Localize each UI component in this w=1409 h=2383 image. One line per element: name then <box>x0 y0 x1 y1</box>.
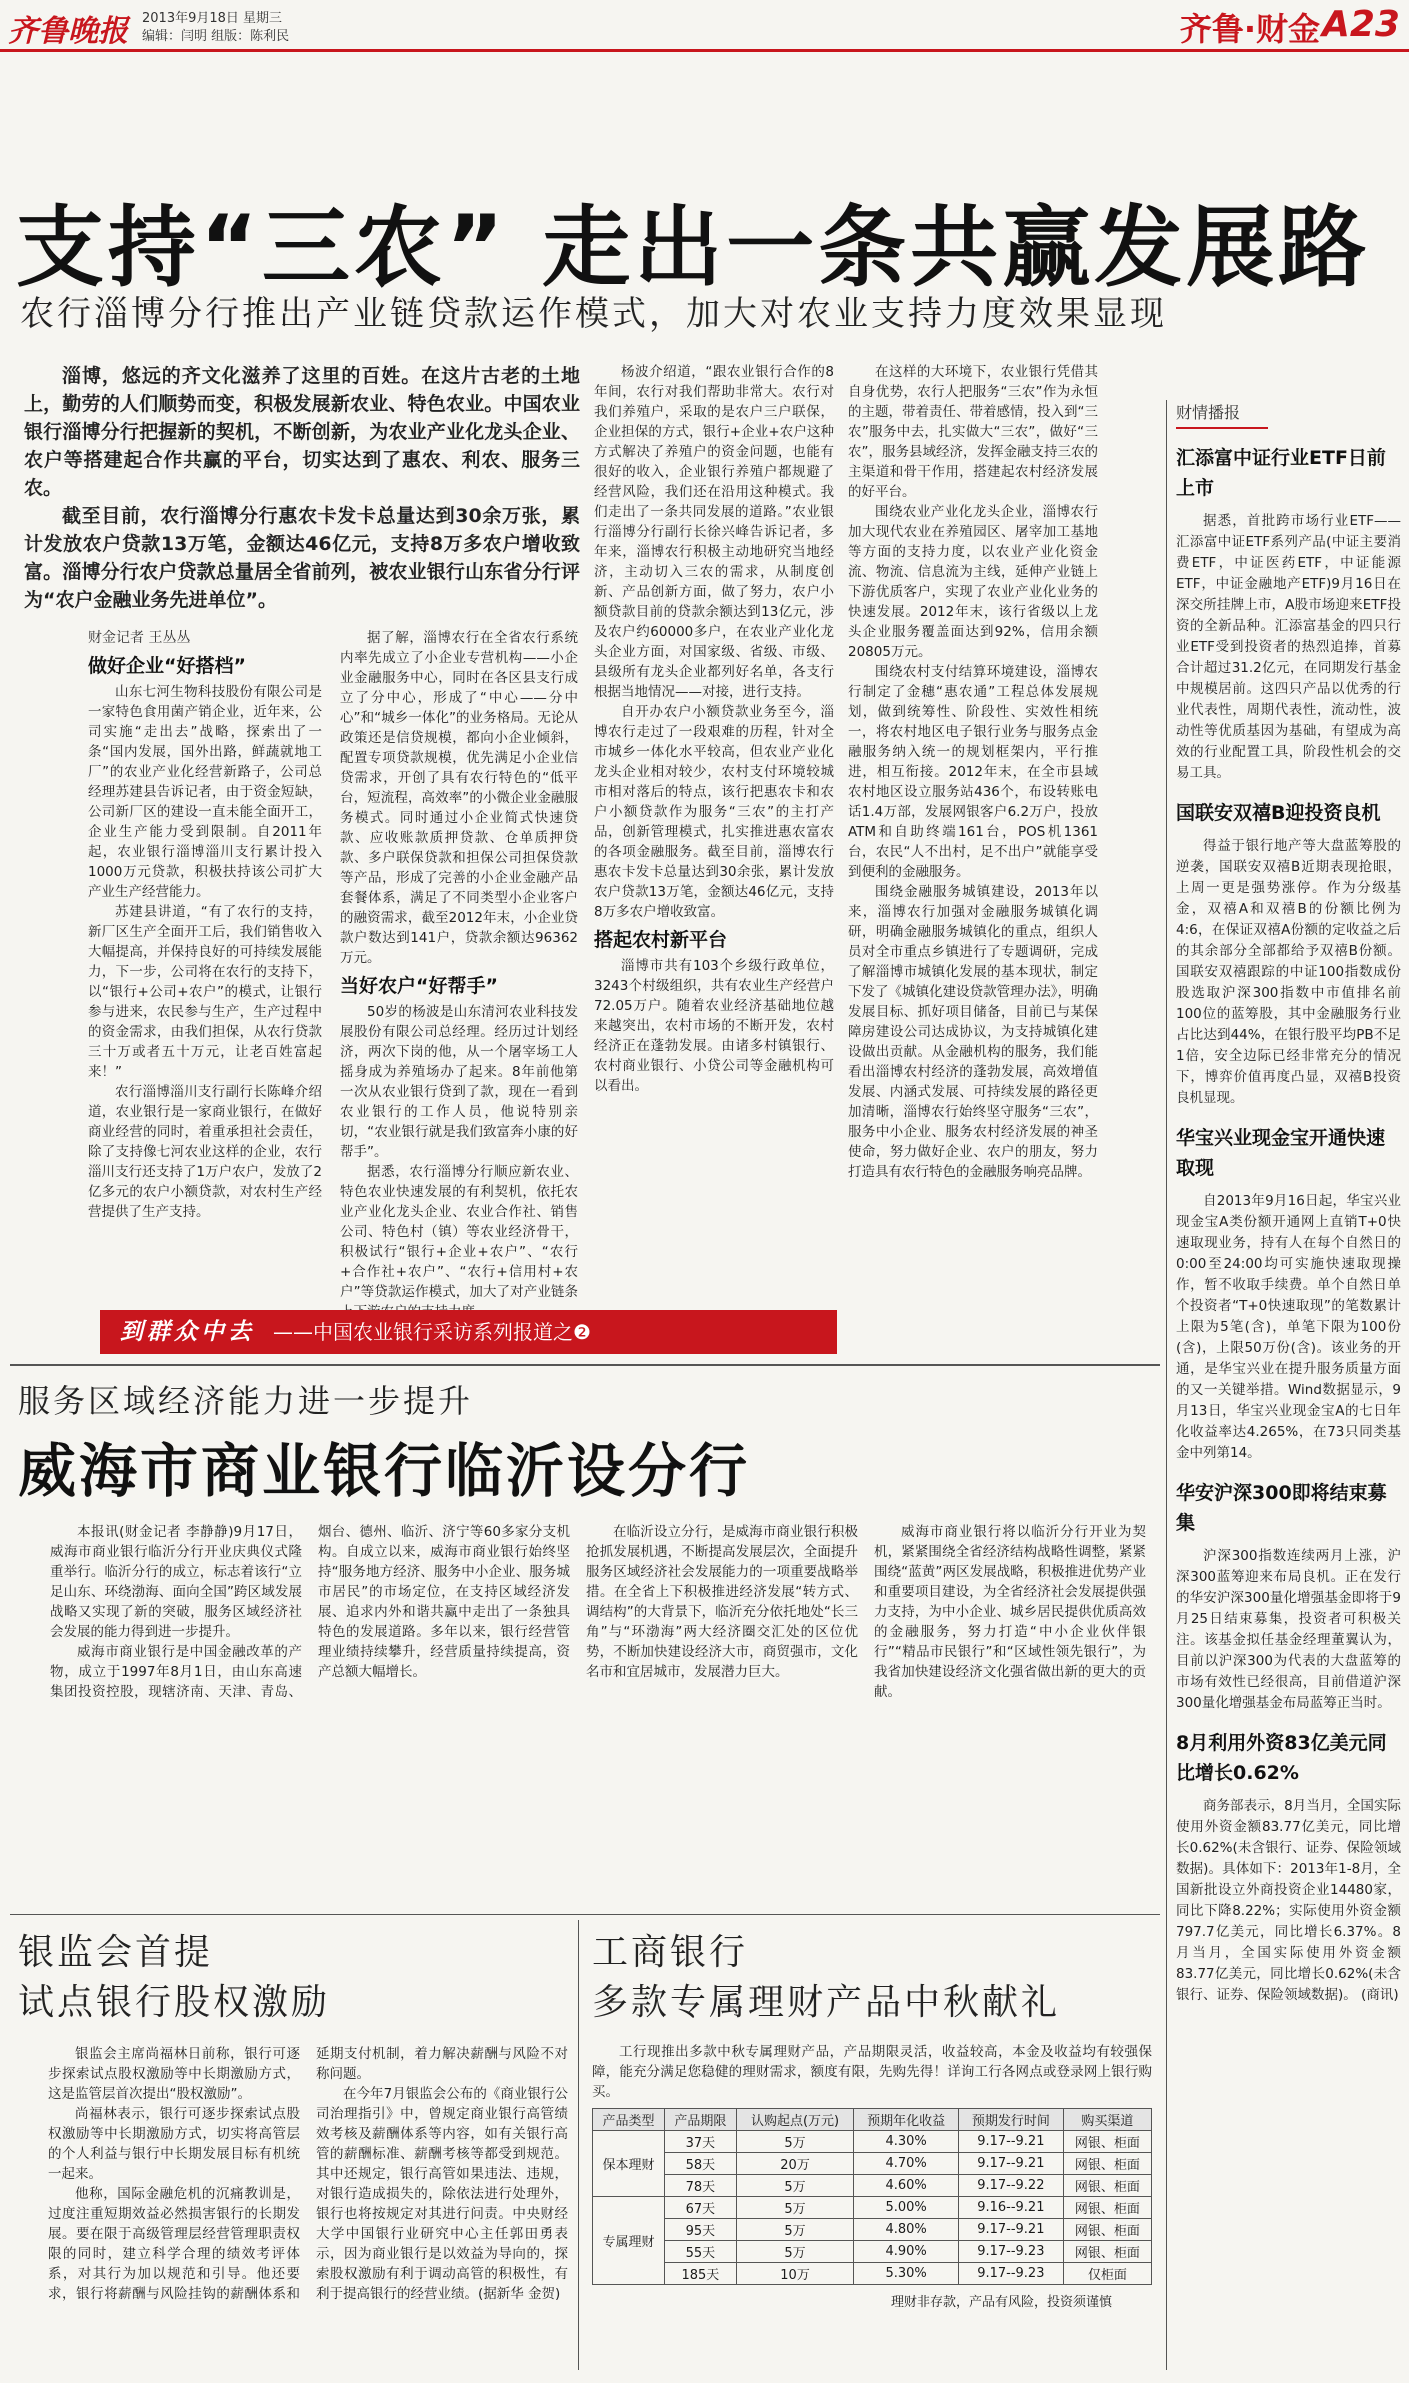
sidebar-divider <box>1166 400 1167 2370</box>
col1-p1: 山东七河生物科技股份有限公司是一家特色食用菌产销企业，近年来，公司实施“走出去”战略，探索出了一条“国内发展，国外出路，鲜蔬就地工厂”的农业产业化经营新路子，公司总经理苏建县告诉记者，由于资金短缺，公司新厂区的建设一直未能全面开工，企业生产能力受到限制。自2011年起，农业银行淄博淄川支行累计投入1000万元贷款，积极扶持该公司扩大产业生产经营能力。 <box>88 684 322 900</box>
table-cell-min: 5万 <box>736 2175 853 2197</box>
sidebar-item-title: 华安沪深300即将结束募集 <box>1176 1482 1387 1534</box>
main-headline: 支持“三农” 走出一条共赢发展路 <box>16 196 1371 299</box>
table-header-row <box>593 2109 1152 2131</box>
col-header: 预期发行时间 <box>958 2109 1063 2131</box>
cbrc-p1: 银监会主席尚福林日前称，银行可逐步探索试点股权激励等中长期激励方式，这是监管层首次提出“股权激励”。 <box>48 2046 300 2102</box>
cbrc-p4: 在今年7月银监会公布的《商业银行公司治理指引》中，曾规定商业银行高管绩效考核及薪酬体系等内容，如有关银行高管的薪酬标准、薪酬考核等都受到规范。其中还规定，银行高管如果违法、违规，对银行造成损失的，除依法进行处理外，银行也将按规定对其进行问责。中央财经大学中国银行业研究中心主任郭田勇表示，因为商业银行是以效益为导向的，探索股权激励有利于调动高管的积极性，有利于提高银行的经营业绩。(据新华 金贺) <box>316 2086 568 2302</box>
sidebar-item-body: 自2013年9月16日起，华宝兴业现金宝A类份额开通网上直销T+0快速取现业务，持有人在每个自然日的0:00至24:00均可实施快速取现操作，暂不收取手续费。单个自然日单个投资者“T+0快速取现”的笔数累计上限为5笔(含)，单笔下限为100份(含)，上限50万份(含)。该业务的开通，是华宝兴业在提升服务质量方面的又一关键举措。Wind数据显示，9月13日，华宝兴业现金宝A的七日年化收益率达4.265%，在73只同类基金中列第14。 <box>1176 1193 1401 1461</box>
table-cell-yield: 5.00% <box>854 2197 959 2219</box>
table-row <box>593 2153 1152 2175</box>
table-cell-term: 95天 <box>664 2219 736 2241</box>
main-subheadline: 农行淄博分行推出产业链贷款运作模式，加大对农业支持力度效果显现 <box>20 294 1167 334</box>
banner-title: 到群众中去 <box>120 1318 255 1345</box>
icbc-h1: 工商银行 <box>592 1932 749 1973</box>
table-cell-min: 10万 <box>736 2263 853 2285</box>
divider-line <box>10 1364 1160 1366</box>
lead-paragraph <box>24 362 580 611</box>
col-header: 产品类型 <box>593 2109 665 2131</box>
table-cell-term: 67天 <box>664 2197 736 2219</box>
cbrc-p2: 尚福林表示，银行可逐步探索试点股权激励等中长期激励方式，切实将高管层的个人利益与银行中长期发展目标有机统一起来。 <box>48 2106 300 2182</box>
article-col-3 <box>594 362 834 1298</box>
icbc-h2: 多款专属理财产品中秋献礼 <box>592 1982 1061 2023</box>
table-cell-channel: 网银、柜面 <box>1063 2175 1151 2197</box>
table-row <box>593 2263 1152 2285</box>
issue-date: 2013年9月18日 星期三 <box>142 11 283 26</box>
table-cell-term: 58天 <box>664 2153 736 2175</box>
section-heading-1: 做好企业“好搭档” <box>88 655 246 677</box>
table-cell-channel: 网银、柜面 <box>1063 2131 1151 2153</box>
page-number: A23 <box>1322 4 1400 45</box>
col-header: 产品期限 <box>664 2109 736 2131</box>
sidebar-item-body: 沪深300指数连续两月上涨，沪深300蓝筹迎来布局良机。正在发行的华安沪深300量化增强基金即将于9月25日结束募集，投资者可积极关注。该基金拟任基金经理董翼认为，目前以沪深300为代表的大盘蓝筹的市场有效性已经很高，目前借道沪深300量化增强基金布局蓝筹正当时。 <box>1176 1548 1401 1711</box>
article-col-4 <box>848 362 1098 1342</box>
editor-line: 编辑：闫明 组版：陈利民 <box>142 29 290 44</box>
cbrc-h1: 银监会首提 <box>18 1932 214 1973</box>
section-heading-2: 当好农户“好帮手” <box>340 975 498 997</box>
lead-p2: 截至目前，农行淄博分行惠农卡发卡总量达到30余万张，累计发放农户贷款13万笔，金额达46亿元，支持8万多农户增收致富。淄博分行农户贷款总量居全省前列，被农业银行山东省分行评为“农户金融业务先进单位”。 <box>24 505 580 611</box>
sidebar-news-brief <box>1176 400 1401 2370</box>
banner-subtitle: ——中国农业银行采访系列报道之❷ <box>273 1320 591 1344</box>
sidebar-item-title: 汇添富中证行业ETF日前上市 <box>1176 447 1386 499</box>
col-header: 预期年化收益 <box>854 2109 959 2131</box>
weihai-p4: 威海市商业银行将以临沂分行开业为契机，紧紧围绕全省经济结构战略性调整，紧紧围绕“蓝黄”两区发展战略，积极推进优势产业和重要项目建设，为全省经济社会发展提供强力支持，为中小企业、城乡居民提供优质高效的金融服务，努力打造“中小企业伙伴银行”“精品市民银行”和“区域性领先银行”，为我省加快建设经济文化强省做出新的更大的贡献。 <box>874 1524 1146 1700</box>
issue-meta <box>142 10 482 48</box>
table-row <box>593 2241 1152 2263</box>
icbc-product-table <box>592 2108 1152 2285</box>
table-cell-yield: 5.30% <box>854 2263 959 2285</box>
cbrc-h2: 试点银行股权激励 <box>18 1982 331 2023</box>
table-cell-channel: 网银、柜面 <box>1063 2219 1151 2241</box>
byline: 财金记者 王丛丛 <box>88 630 191 646</box>
col1-p3: 农行淄博淄川支行副行长陈峰介绍道，农业银行是一家商业银行，在做好商业经营的同时，着重承担社会责任，除了支持像七河农业这样的企业，农行淄川支行还支持了1万户农户，发放了2亿多元的农户小额贷款，对农村生产经营提供了生产支持。 <box>88 1084 322 1220</box>
weihai-p2: 威海市商业银行是中国金融改革的产物，成立于1997年8月1日，由山东高速集团投资控股，现辖济南、天津、青岛、烟台、德州、临沂、济宁等60多家分支机构。自成立以来，威海市商业银行始终坚持“服务地方经济、服务中小企业、服务城市居民”的市场定位，在支持区域经济发展、追求内外和谐共赢中走出了一条独具特色的发展道路。多年以来，银行经营管理业绩持续攀升，经营质量持续提高，资产总额大幅增长。 <box>50 1524 570 1700</box>
col4-p2: 围绕农业产业化龙头企业，淄博农行加大现代农业在养殖园区、屠宰加工基地等方面的支持力度，以农业产业化资金流、物流、信息流为主线，延伸产业链上下游优质客户，实现了农业产业化业务的快速发展。2012年末，该行省级以上龙头企业服务覆盖面达到92%，信用余额20805万元。 <box>848 504 1098 660</box>
table-row <box>593 2197 1152 2219</box>
table-cell-term: 78天 <box>664 2175 736 2197</box>
table-cell-date: 9.17--9.23 <box>958 2241 1063 2263</box>
table-cell-term: 185天 <box>664 2263 736 2285</box>
col1-p2: 苏建县讲道，“有了农行的支持，新厂区生产全面开工后，我们销售收入大幅提高，并保持良好的可持续发展能力，下一步，公司将在农行的支持下，以“银行+公司+农户”的模式，让银行参与进来，农民参与生产，生产过程中的资金需求，由我们担保，从农行贷款三十万或者五十万元，让老百姓富起来！” <box>88 904 322 1080</box>
table-cell-term: 37天 <box>664 2131 736 2153</box>
section-name: 齐鲁·财金 <box>1179 10 1320 48</box>
table-cell-date: 9.17--9.23 <box>958 2263 1063 2285</box>
col4-p4: 围绕金融服务城镇建设，2013年以来，淄博农行加强对金融服务城镇化调研，明确金融服务城镇化的重点，组织人员对全市重点乡镇进行了专题调研，完成了解淄博市城镇化发展的基本现状，制定下发了《城镇化建设贷款管理办法》，明确发展目标、抓好项目储备，目前已与某保障房建设公司达成协议，为支持城镇化建设做出贡献。从金融机构的服务，我们能看出淄博农村经济的蓬勃发展，高效增值发展、内涵式发展、可持续发展的路径更加清晰，淄博农行始终坚守服务“三农”，服务中小企业、服务农村经济发展的神圣使命，努力做好企业、农户的朋友，努力打造具有农行特色的金融服务响亮品牌。 <box>848 884 1098 1180</box>
product-type-cell: 保本理财 <box>593 2131 665 2197</box>
sidebar-item-body: 得益于银行地产等大盘蓝筹股的逆袭，国联安双禧B近期表现抢眼，上周一更是强势涨停。作为分级基金，双禧A和双禧B的份额比例为4:6，在保证双禧A份额的定收益之后的其余部分全部都给予双禧B份额。国联安双禧跟踪的中证100指数成份股选取沪深300指数中市值排名前100位的蓝筹股，其中金融服务行业占比达到44%，在银行股平均PB不足1倍，安全边际已经非常充分的情况下，博弈价值再度凸显，双禧B投资良机显现。 <box>1176 838 1401 1106</box>
table-cell-channel: 网银、柜面 <box>1063 2241 1151 2263</box>
table-row <box>593 2131 1152 2153</box>
weihai-headline: 威海市商业银行临沂设分行 <box>18 1437 751 1505</box>
table-cell-yield: 4.70% <box>854 2153 959 2175</box>
sidebar-item-title: 国联安双禧B迎投资良机 <box>1176 802 1381 824</box>
article-col-1 <box>88 628 322 1298</box>
col4-p3: 围绕农村支付结算环境建设，淄博农行制定了金穗“惠农通”工程总体发展规划，做到统筹性、阶段性、实效性相统一，将农村地区电子银行业务与服务点金融服务纳入统一的规划框架内，平行推进，相互衔接。2012年末，在全市县域农村地区设立服务站436个，布设转账电话1.4万部，发展网银客户6.2万户，投放ATM和自助终端161台，POS机1361台，农民“人不出村，足不出户”就能享受到便利的金融服务。 <box>848 664 1098 880</box>
weihai-kicker: 服务区域经济能力进一步提升 <box>18 1382 474 1420</box>
sidebar-item-title: 华宝兴业现金宝开通快速取现 <box>1176 1127 1386 1179</box>
section-heading-3: 搭起农村新平台 <box>594 929 728 951</box>
weihai-p1: 本报讯(财金记者 李静静)9月17日，威海市商业银行临沂分行开业庆典仪式隆重举行。临沂分行的成立，标志着该行“立足山东、环绕渤海、面向全国”跨区域发展战略又实现了新的突破，服务区域经济社会发展的能力得到进一步提升。 <box>50 1524 302 1640</box>
icbc-intro <box>592 2042 1152 2104</box>
series-banner <box>100 1310 837 1354</box>
table-cell-min: 5万 <box>736 2241 853 2263</box>
table-cell-yield: 4.30% <box>854 2131 959 2153</box>
table-cell-date: 9.17--9.21 <box>958 2131 1063 2153</box>
table-row <box>593 2219 1152 2241</box>
sidebar-label: 财情播报 <box>1176 400 1268 429</box>
table-cell-yield: 4.60% <box>854 2175 959 2197</box>
col3-p1: 杨波介绍道，“跟农业银行合作的8年间，农行对我们帮助非常大。农行对我们养殖户，采取的是农户三户联保，企业担保的方式，银行+企业+农户这种方式解决了养殖户的资金问题，也能有很好的收入，企业银行养殖户都规避了经营风险，我们还在沿用这种模式。我们走出了一条共同发展的道路。”农业银行淄博分行副行长徐兴峰告诉记者，多年来，淄博农行积极主动地研究当地经济，主动切入三农的需求，从制度创新、产品创新方面，做了努力，农户小额贷款目前的贷款余额达到13亿元，涉及农户约60000多户，在农业产业化龙头企业方面，对国家级、省级、市级、县级所有龙头企业都列好名单，各支行根据当地情况——对接，进行支持。 <box>594 364 834 700</box>
weihai-body-right <box>586 1522 1146 1892</box>
table-cell-yield: 4.90% <box>854 2241 959 2263</box>
table-cell-date: 9.17--9.21 <box>958 2219 1063 2241</box>
col2-p1: 据了解，淄博农行在全省农行系统内率先成立了小企业专营机构——小企业金融服务中心，同时在各区县支行成立了分中心，形成了“中心——分中心”和“城乡一体化”的业务格局。无论从政策还是信贷规模，都向小企业倾斜，配置专项贷款规模，优先满足小企业信贷需求，开创了具有农行特色的“低平台，短流程，高效率”的小微企业金融服务模式。同时通过小企业简式快速贷款、应收账款质押贷款、仓单质押贷款、多户联保贷款和担保公司担保贷款等产品，形成了完善的小企业金融产品套餐体系，满足了不同类型小企业客户的融资需求，截至2012年末，小企业贷款户数达到141户，贷款余额达96362万元。 <box>340 630 578 966</box>
sidebar-item-title: 8月利用外资83亿美元同比增长0.62% <box>1176 1732 1387 1784</box>
table-cell-min: 5万 <box>736 2219 853 2241</box>
risk-footnote: 理财非存款，产品有风险，投资须谨慎 <box>890 2295 1112 2310</box>
weihai-body-left <box>50 1522 570 1892</box>
sidebar-item-body: 据悉，首批跨市场行业ETF——汇添富中证ETF系列产品(中证主要消费ETF，中证医药ETF，中证能源ETF，中证金融地产ETF)9月16日在深交所挂牌上市，A股市场迎来ETF投资的全新品种。汇添富基金的四只行业ETF受到投资者的热烈追捧，首募合计超过31.2亿元，在同期发行基金中规模居前。这四只产品以优秀的行业代表性，周期代表性，流动性，波动性等优质基因为基础，有望成为高效的行业配置工具，阶段性机会的交易工具。 <box>1176 513 1401 781</box>
divider-line-2 <box>10 1914 1160 1915</box>
icbc-intro-text: 工行现推出多款中秋专属理财产品，产品期限灵活，收益较高，本金及收益均有较强保障，能充分满足您稳健的理财需求，额度有限，先购先得！详询工行各网点或登录网上银行购买。 <box>592 2044 1152 2100</box>
table-cell-yield: 4.80% <box>854 2219 959 2241</box>
icbc-product-table-wrap <box>592 2108 1152 2348</box>
table-cell-channel: 网银、柜面 <box>1063 2153 1151 2175</box>
cbrc-headline <box>18 1928 558 2036</box>
col3-p3: 淄博市共有103个乡级行政单位，3243个村级组织，共有农业生产经营户72.05万户。随着农业经济基础地位越来越突出，农村市场的不断开发，农村经济正在蓬勃发展。由诸多村镇银行、农村商业银行、小贷公司等金融机构可以看出。 <box>594 958 834 1094</box>
col2-p3: 据悉，农行淄博分行顺应新农业、特色农业快速发展的有利契机，依托农业产业化龙头企业、农业合作社、销售公司、特色村（镇）等农业经济骨干，积极试行“银行+企业+农户”、“农行+合作社+农户”、“农行+信用村+农户”等贷款运作模式，加大了对产业链条 <box>340 1164 578 1300</box>
product-type-cell: 专属理财 <box>593 2197 665 2285</box>
column-divider <box>578 1920 579 2370</box>
col-header: 购买渠道 <box>1063 2109 1151 2131</box>
sidebar-item-body: 商务部表示，8月当月，全国实际使用外资金额83.77亿美元，同比增长0.62%(未含银行、证券、保险领域数据)。具体如下：2013年1-8月，全国新批设立外商投资企业14480家，同比下降8.22%；实际使用外资金额797.7亿美元，同比增长6.37%。8月当月，全国实际使用外资金额83.77亿美元，同比增长0.62%(未含银行、证券、保险领域数据)。 (商讯) <box>1176 1798 1401 2003</box>
table-cell-channel: 仅柜面 <box>1063 2263 1151 2285</box>
col4-p1: 在这样的大环境下，农业银行凭借其自身优势，农行人把服务“三农”作为永恒的主题，带着责任、带着感情，投入到“三农”服务中去，扎实做大“三农”，做好“三农”，服务县域经济，发挥金融支持三农的主渠道和骨干作用，搭建起农村经济发展的好平台。 <box>848 364 1098 500</box>
cbrc-body <box>48 2044 568 2374</box>
table-cell-date: 9.17--9.22 <box>958 2175 1063 2197</box>
table-cell-date: 9.16--9.21 <box>958 2197 1063 2219</box>
article-col-2 <box>340 628 578 1298</box>
weihai-p3: 在临沂设立分行，是威海市商业银行积极抢抓发展机遇，不断提高发展层次，全面提升服务区域经济社会发展能力的一项重要战略举措。在全省上下积极推进经济发展“转方式、调结构”的大背景下，临沂充分依托地处“长三角”与“环渤海”两大经济圈交汇处的区位优势，不断加快建设经济大市，商贸强市，文化名市和宜居城市，发展潜力巨大。 <box>586 1524 858 1680</box>
lead-p1: 淄博，悠远的齐文化滋养了这里的百姓。在这片古老的土地上，勤劳的人们顺势而变，积极发展新农业、特色农业。中国农业银行淄博分行把握新的契机，不断创新，为农业产业化龙头企业、农户等搭建起合作共赢的平台，切实达到了惠农、利农、服务三农。 <box>24 365 580 499</box>
table-cell-term: 55天 <box>664 2241 736 2263</box>
table-row <box>593 2175 1152 2197</box>
cbrc-p3: 他称，国际金融危机的沉痛教训是，过度注重短期效益必然损害银行的长期发展。要在限于高级管理层经营管理职责权限的同时，建立科学合理的绩效考评体系，对其行为加以规范和引导。他还要求，银行将薪酬与风险挂钩的薪酬体系和延期支付机制，着力解决薪酬与风险不对称问题。 <box>48 2046 568 2302</box>
col3-p2: 自开办农户小额贷款业务至今，淄博农行走过了一段艰难的历程，针对全市城乡一体化水平较高，但农业产业化龙头企业相对较少，农村支付环境较城市相对落后的特点，该行把惠农卡和农户小额贷款作为服务“三农”的主打产品，创新管理模式，扎实推进惠农富农的各项金融服务。截至目前，淄博农行惠农卡发卡总量达到30余张，累计发放农户贷款13万笔，金额达46亿元，支持8万多农户增收致富。 <box>594 704 834 920</box>
table-cell-channel: 网银、柜面 <box>1063 2197 1151 2219</box>
table-cell-min: 20万 <box>736 2153 853 2175</box>
table-cell-min: 5万 <box>736 2197 853 2219</box>
col2-p2: 50岁的杨波是山东清河农业科技发展股份有限公司总经理。经历过计划经济，两次下岗的他，从一个屠宰场工人摇身成为养殖场办了起来。8年前他第一次从农业银行贷到了款，现在一看到农业银行的工作人员，他说特别亲切，“农业银行就是我们致富奔小康的好帮手”。 <box>340 1004 578 1160</box>
table-cell-min: 5万 <box>736 2131 853 2153</box>
table-cell-date: 9.17--9.21 <box>958 2153 1063 2175</box>
col-header: 认购起点(万元) <box>736 2109 853 2131</box>
icbc-headline <box>592 1928 1152 2036</box>
newspaper-logo: 齐鲁晚报 <box>8 14 128 49</box>
